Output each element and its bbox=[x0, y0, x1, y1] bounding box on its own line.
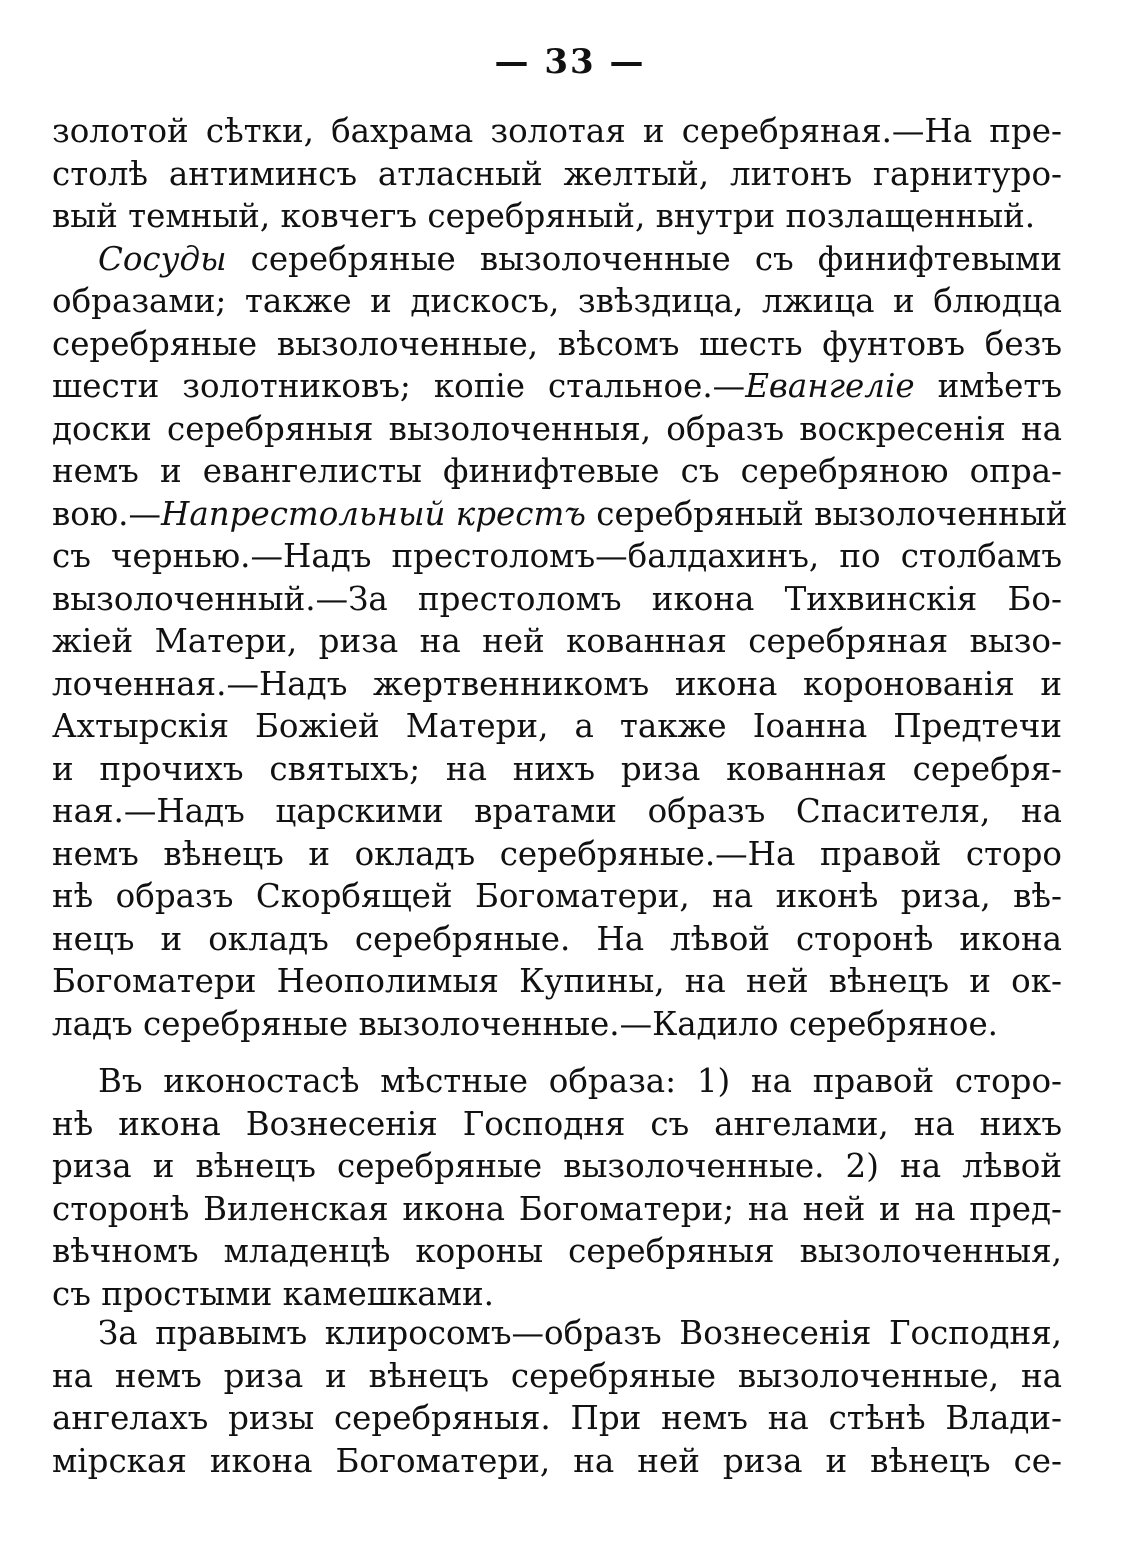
text-line: немъ и евангелисты финифтевые съ серебряною опра- bbox=[52, 452, 1062, 490]
text-line: жіей Матери, риза на ней кованная серебряная вызо- bbox=[52, 622, 1062, 660]
text-line bbox=[52, 365, 1062, 408]
text-line: нецъ и окладъ серебряные. На лѣвой сторонѣ икона bbox=[52, 919, 1062, 958]
text-line: Богоматери Неополимыя Купины, на ней вѣнецъ и ок- bbox=[52, 962, 1062, 1000]
text-line: За правымъ клиросомъ—образъ Вознесенія Господня, bbox=[98, 1314, 1062, 1352]
text-line: на немъ риза и вѣнецъ серебряные вызолоченные, на bbox=[52, 1356, 1062, 1395]
text-line: мірская икона Богоматери, на ней риза и вѣнецъ се- bbox=[52, 1441, 1062, 1480]
text-line: ладъ серебряные вызолоченные.—Кадило серебряное. bbox=[52, 1004, 999, 1043]
text-line: золотой сѣтки, бахрама золотая и серебряная.—На пре- bbox=[52, 112, 1062, 150]
text-line: съ простыми камешками. bbox=[52, 1274, 494, 1313]
paragraph-2 bbox=[52, 238, 1068, 1046]
text-line: нѣ икона Вознесенія Господня съ ангелами, на нихъ bbox=[52, 1104, 1062, 1143]
text-line bbox=[52, 238, 1062, 281]
paragraph-1 bbox=[52, 110, 1062, 238]
text-line: сторонѣ Виленская икона Богоматери; на ней и на пред- bbox=[52, 1189, 1062, 1228]
text-line: вый темный, ковчегъ серебряный, внутри позлащенный. bbox=[52, 197, 1036, 235]
text-line: лоченная.—Надъ жертвенникомъ икона коронованія и bbox=[52, 664, 1062, 703]
text-line bbox=[52, 493, 1068, 536]
paragraph-4 bbox=[52, 1312, 1062, 1482]
text-line: столѣ антиминсъ атласный желтый, литонъ гарнитуро- bbox=[52, 154, 1062, 193]
text-line: и прочихъ святыхъ; на нихъ риза кованная серебря- bbox=[52, 749, 1062, 788]
text-line: Въ иконостасѣ мѣстные образа: 1) на правой сторо- bbox=[98, 1062, 1062, 1100]
text-line: вѣчномъ младенцѣ короны серебряныя вызолоченныя, bbox=[52, 1232, 1062, 1270]
italic-term-krest: Напрестольный крестъ bbox=[161, 494, 586, 533]
text-line: ная.—Надъ царскими вратами образъ Спасителя, на bbox=[52, 792, 1062, 830]
text-segment: шести золотниковъ; копіе стальное.— bbox=[52, 367, 746, 405]
page-number: — 33 — bbox=[494, 42, 646, 82]
text-line: доски серебряныя вызолоченныя, образъ воскресенія на bbox=[52, 409, 1062, 448]
text-line: вызолоченный.—За престоломъ икона Тихвинскія Бо- bbox=[52, 579, 1062, 618]
text-line: образами; также и дискосъ, звѣздица, лжица и блюдца bbox=[52, 282, 1062, 320]
italic-term-sosudy: Сосуды bbox=[98, 239, 227, 278]
text-segment: вою.— bbox=[52, 494, 161, 533]
text-segment: серебряный вызолоченный bbox=[585, 494, 1068, 533]
text-line: съ чернью.—Надъ престоломъ—балдахинъ, по столбамъ bbox=[52, 537, 1062, 575]
text-line: Ахтырскія Божіей Матери, а также Іоанна Предтечи bbox=[52, 707, 1062, 745]
text-segment: имѣетъ bbox=[914, 367, 1062, 405]
paragraph-3 bbox=[52, 1060, 1062, 1315]
italic-term-evangelie: Евангеліе bbox=[745, 367, 915, 405]
text-segment: серебряные вызолоченные съ финифтевыми bbox=[226, 239, 1062, 278]
text-line: серебряные вызолоченные, вѣсомъ шесть фунтовъ безъ bbox=[52, 324, 1062, 363]
text-line: ангелахъ ризы серебряныя. При немъ на стѣнѣ Влади- bbox=[52, 1399, 1062, 1437]
text-line: нѣ образъ Скорбящей Богоматери, на иконѣ риза, вѣ- bbox=[52, 877, 1062, 915]
text-line: риза и вѣнецъ серебряные вызолоченные. 2) на лѣвой bbox=[52, 1147, 1062, 1185]
text-line: немъ вѣнецъ и окладъ серебряные.—На правой сторо bbox=[52, 834, 1062, 873]
